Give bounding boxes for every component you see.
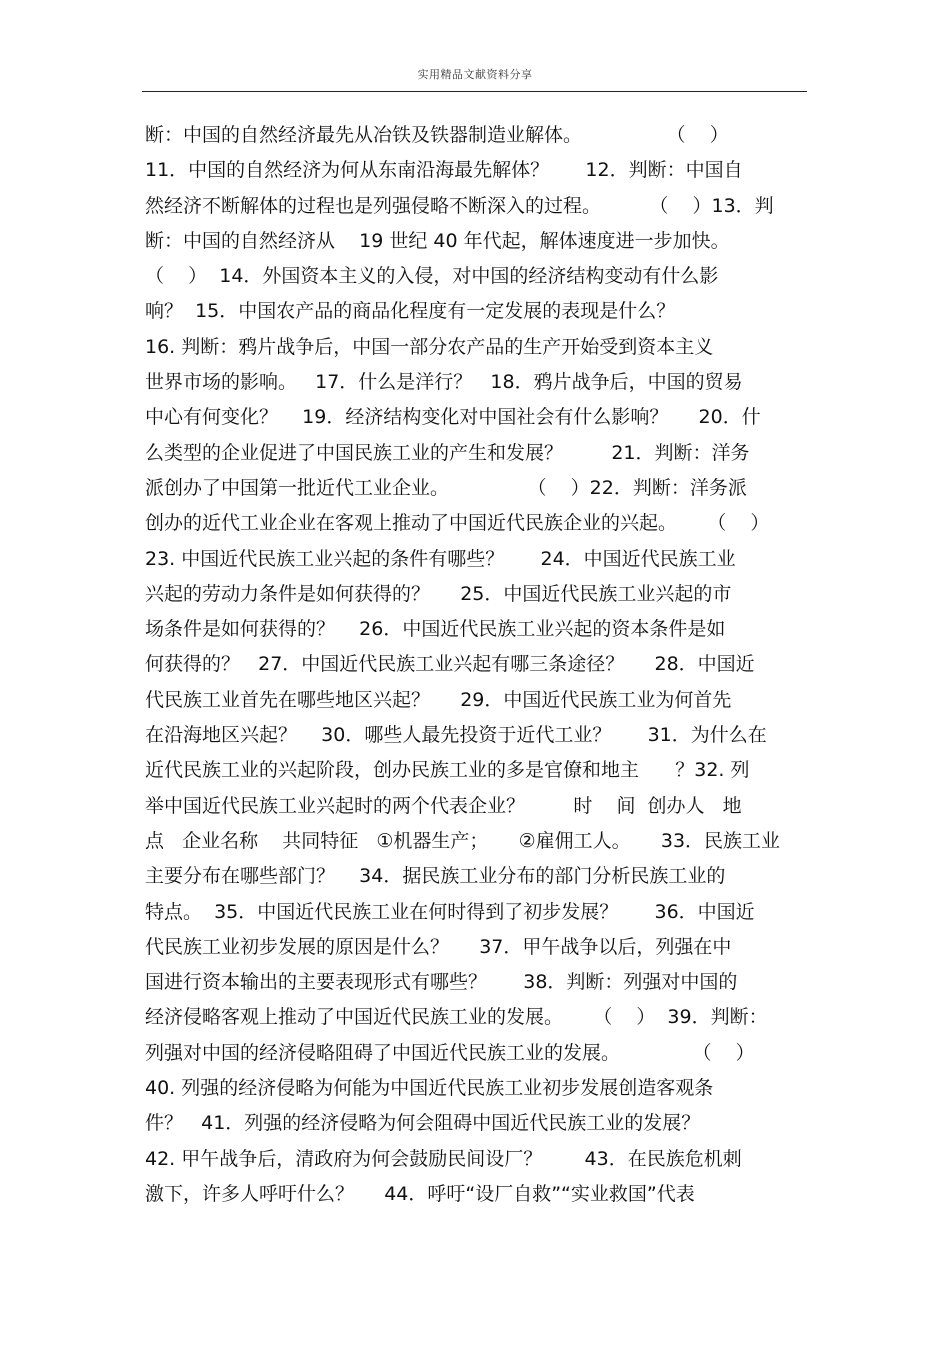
text-line: 派创办了中国第一批近代工业企业。 （ ）22．判断：洋务派 xyxy=(145,476,747,499)
text-line: 创办的近代工业企业在客观上推动了中国近代民族企业的兴起。 （ ） xyxy=(145,512,770,535)
text-line: 断：中国的自然经济最先从冶铁及铁器制造业解体。 （ ） xyxy=(145,124,729,146)
text-line: 点 企业名称 共同特征 ①机器生产； ②雇佣工人。 33．民族工业 xyxy=(145,829,781,852)
document-body xyxy=(145,118,815,1212)
text-line: 11．中国的自然经济为何从东南沿海最先解体？ 12．判断：中国自 xyxy=(145,159,743,182)
text-line: 近代民族工业的兴起阶段，创办民族工业的多是官僚和地主 ？32. 列 xyxy=(145,759,750,782)
text-line: 代民族工业初步发展的原因是什么？ 37．甲午战争以后，列强在中 xyxy=(145,935,732,958)
text-line: 举中国近代民族工业兴起时的两个代表企业？ 时 间 创办人 地 xyxy=(145,794,742,817)
text-line: 16. 判断：鸦片战争后，中国一部分农产品的生产开始受到资本主义 xyxy=(145,335,714,358)
text-line: 经济侵略客观上推动了中国近代民族工业的发展。 （ ） 39．判断： xyxy=(145,1006,768,1029)
text-line: 中心有何变化？ 19．经济结构变化对中国社会有什么影响？ 20．什 xyxy=(145,406,761,429)
text-line: 代民族工业首先在哪些地区兴起？ 29．中国近代民族工业为何首先 xyxy=(145,688,732,711)
text-line: 主要分布在哪些部门？ 34．据民族工业分布的部门分析民族工业的 xyxy=(145,865,726,888)
text-line: 兴起的劳动力条件是如何获得的？ 25．中国近代民族工业兴起的市 xyxy=(145,582,732,605)
text-line: 42. 甲午战争后，清政府为何会鼓励民间设厂？ 43．在民族危机刺 xyxy=(145,1147,742,1170)
text-line: 然经济不断解体的过程也是列强侵略不断深入的过程。 （ ）13．判 xyxy=(145,194,774,217)
text-line: 响？ 15．中国农产品的商品化程度有一定发展的表现是什么？ xyxy=(145,300,676,323)
text-line: 何获得的？ 27．中国近代民族工业兴起有哪三条途径？ 28．中国近 xyxy=(145,653,755,676)
text-line: 23. 中国近代民族工业兴起的条件有哪些？ 24．中国近代民族工业 xyxy=(145,547,736,570)
page-header-title: 实用精品文献资料分享 xyxy=(417,68,533,81)
text-line: 在沿海地区兴起？ 30．哪些人最先投资于近代工业？ 31．为什么在 xyxy=(145,724,767,747)
text-line: 列强对中国的经济侵略阻碍了中国近代民族工业的发展。 （ ） xyxy=(145,1041,755,1064)
text-line: 40. 列强的经济侵略为何能为中国近代民族工业初步发展创造客观条 xyxy=(145,1077,714,1100)
text-line: （ ） 14．外国资本主义的入侵，对中国的经济结构变动有什么影 xyxy=(145,265,719,288)
text-line: 场条件是如何获得的？ 26．中国近代民族工业兴起的资本条件是如 xyxy=(145,618,726,641)
text-line: 世界市场的影响。 17．什么是洋行？ 18．鸦片战争后，中国的贸易 xyxy=(145,371,743,394)
text-line: 件？ 41．列强的经济侵略为何会阻碍中国近代民族工业的发展？ xyxy=(145,1112,701,1135)
header-divider xyxy=(142,91,807,92)
text-line: 断：中国的自然经济从 19 世纪 40 年代起，解体速度进一步加快。 xyxy=(145,229,730,252)
text-line: 激下，许多人呼吁什么？ 44．呼吁“设厂自救”“实业救国”代表 xyxy=(145,1182,695,1205)
text-line: 特点。 35．中国近代民族工业在何时得到了初步发展？ 36．中国近 xyxy=(145,900,755,923)
text-line: 么类型的企业促进了中国民族工业的产生和发展？ 21．判断：洋务 xyxy=(145,441,750,464)
text-line: 国进行资本输出的主要表现形式有哪些？ 38．判断：列强对中国的 xyxy=(145,971,738,994)
